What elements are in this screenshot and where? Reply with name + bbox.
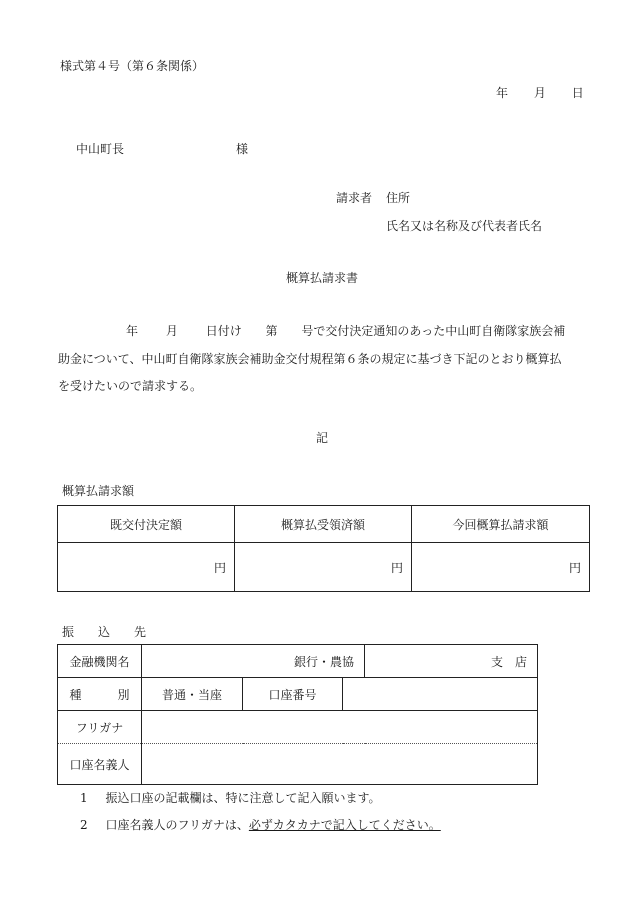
furigana-label: フリガナ — [58, 711, 142, 744]
requester-name-label: 氏名又は名称及び代表者氏名 — [386, 219, 543, 233]
note-2 — [80, 819, 441, 831]
bank-name-field[interactable]: 銀行・農協 — [142, 645, 365, 678]
bank-institution-row — [58, 645, 538, 678]
amount-section-label: 概算払請求額 — [62, 484, 135, 498]
note-1-text: 振込口座の記載欄は、特に注意して記入願います。 — [105, 791, 381, 805]
body-year: 年 — [126, 324, 139, 338]
ki-heading: 記 — [316, 431, 329, 445]
addressee-honorific: 様 — [236, 142, 249, 156]
date-line — [496, 87, 584, 99]
amount-received-yen[interactable]: 円 — [235, 543, 412, 592]
date-year: 年 — [496, 86, 509, 100]
note-1-number: 1 — [80, 791, 88, 805]
bank-holder-row — [58, 744, 538, 785]
amount-header-received: 概算払受領済額 — [235, 506, 412, 543]
transfer-section-label: 振 込 先 — [62, 625, 147, 639]
note-2-number: 2 — [80, 818, 88, 832]
body-line-3: を受けたいので請求する。 — [58, 379, 203, 393]
body-day: 日付け — [205, 324, 242, 338]
holder-label: 口座名義人 — [58, 744, 142, 785]
note-2-emphasis: 必ずカタカナで記入してください。 — [248, 818, 441, 832]
note-2-text: 口座名義人のフリガナは、 — [105, 818, 249, 832]
amount-value-row — [58, 543, 590, 592]
requester-label: 請求者 — [336, 191, 373, 205]
amount-header-row — [58, 506, 590, 543]
body-dai: 第 — [265, 324, 278, 338]
addressee-name: 中山町長 — [76, 142, 125, 156]
account-number-label: 口座番号 — [243, 678, 343, 711]
bank-table — [57, 644, 538, 785]
amount-header-requested: 今回概算払請求額 — [412, 506, 590, 543]
amount-table — [57, 505, 590, 592]
account-number-field[interactable] — [343, 678, 538, 711]
amount-requested-yen[interactable]: 円 — [412, 543, 590, 592]
body-rest: 号で交付決定通知のあった中山町自衛隊家族会補 — [301, 324, 566, 338]
body-month: 月 — [165, 324, 178, 338]
amount-header-decided: 既交付決定額 — [58, 506, 235, 543]
body-line-2: 助金について、中山町自衛隊家族会補助金交付規程第６条の規定に基づき下記のとおり概算払 — [58, 352, 562, 366]
amount-decided-yen[interactable]: 円 — [58, 543, 235, 592]
furigana-field[interactable] — [142, 711, 538, 744]
document-title: 概算払請求書 — [286, 271, 359, 285]
date-day: 日 — [571, 86, 584, 100]
form-number: 様式第４号（第６条関係） — [60, 59, 205, 73]
account-type-field[interactable]: 普通・当座 — [142, 678, 243, 711]
body-line-1 — [126, 325, 565, 337]
note-1 — [80, 792, 381, 804]
requester-address-label: 住所 — [386, 191, 411, 205]
branch-field[interactable]: 支 店 — [365, 645, 538, 678]
bank-furigana-row — [58, 711, 538, 744]
holder-field[interactable] — [142, 744, 538, 785]
type-label: 種 別 — [58, 678, 142, 711]
institution-label: 金融機関名 — [58, 645, 142, 678]
date-month: 月 — [533, 86, 546, 100]
bank-type-row — [58, 678, 538, 711]
